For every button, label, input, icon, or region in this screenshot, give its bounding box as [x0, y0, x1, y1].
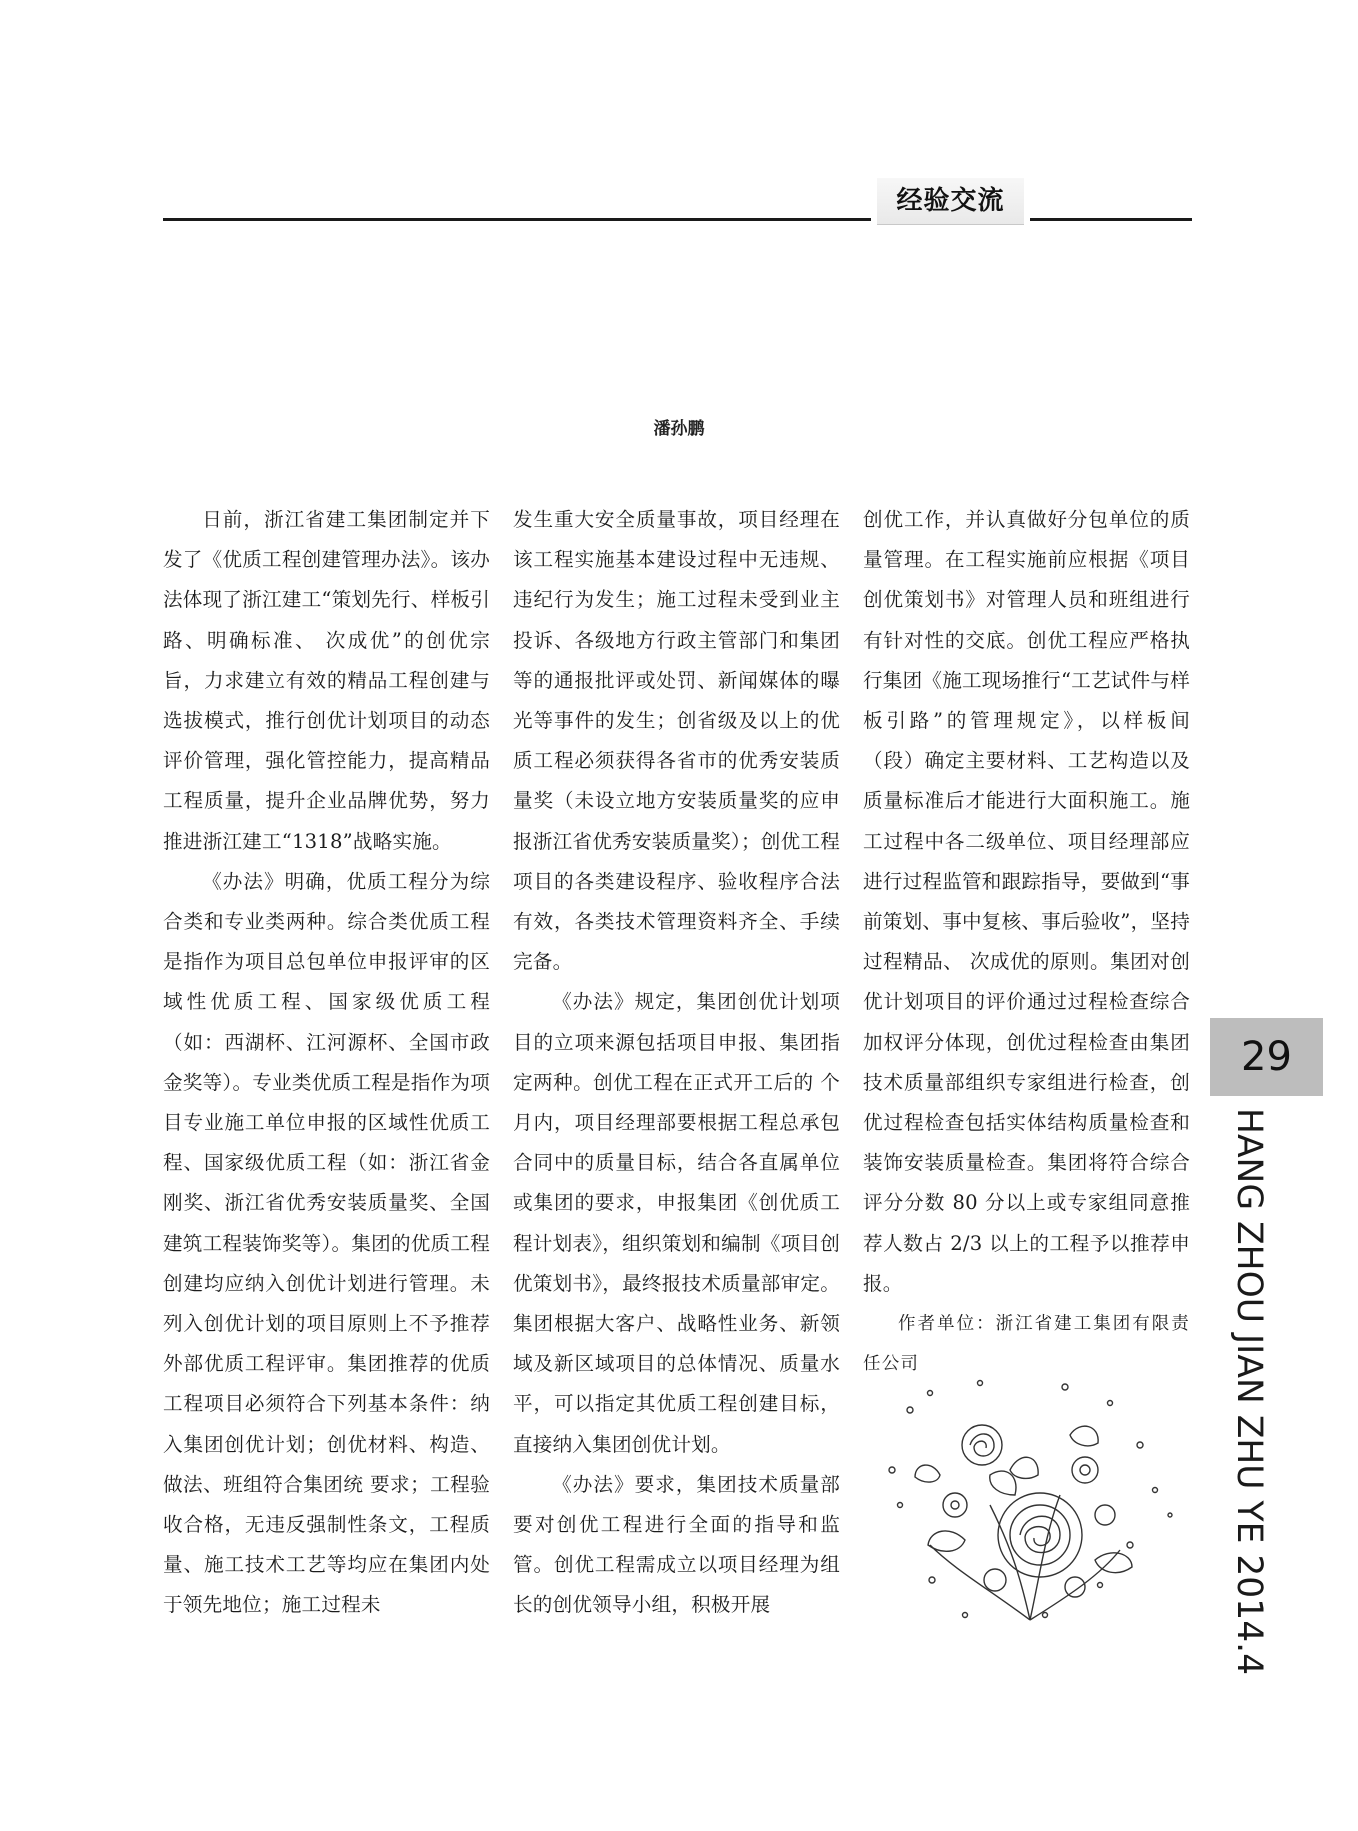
paragraph: 《办法》明确，优质工程分为综合类和专业类两种。综合类优质工程是指作为项目总包单位申报评审的区域性优质工程、国家级优质工程（如：西湖杯、江河源杯、全国市政金奖等）。专业类优质工程是指作为项目专业施工单位申报的区域性优质工程、国家级优质工程（如：浙江省金刚奖、浙江省优秀安装质量奖、全国建筑工程装饰奖等）。集团的优质工程创建均应纳入创优计划进行管理。未列入创优计划的项目原则上不予推荐外部优质工程评审。集团推荐的优质工程项目必须符合下列基本条件：纳入集团创优计划；创优材料、构造、做法、班组符合集团统 要求；工程验收合格，无违反强制性条文，工程质量、施工技术工艺等均应在集团内处于领先地位；施工过程未: [163, 869, 490, 1617]
text-column-1: [163, 500, 490, 1626]
section-tab: [877, 178, 1024, 225]
section-title: 经验交流: [896, 186, 1005, 216]
text-column-2: [513, 500, 840, 1626]
page-number: 29: [1241, 1034, 1292, 1080]
header-rule-left: [163, 218, 871, 221]
paragraph: 《办法》规定，集团创优计划项目的立项来源包括项目申报、集团指定两种。创优工程在正式开工后的 个月内，项目经理部要根据工程总承包合同中的质量目标，结合各直属单位或集团的要求，申报集团《创优质工程计划表》，组织策划和编制《项目创优策划书》，最终报技术质量部审定。集团根据大客户、战略性业务、新领域及新区域项目的总体情况、质量水平，可以指定其优质工程创建目标，直接纳入集团创优计划。: [513, 990, 840, 1456]
header-rule-right: [1030, 218, 1192, 221]
journal-name: HANG ZHOU JIAN ZHU YE 2014.4: [1229, 1108, 1269, 1676]
flower-illustration-icon: [870, 1375, 1190, 1630]
page-number-box: [1210, 1018, 1323, 1096]
author-affiliation: 作者单位：浙江省建工集团有限责任公司: [863, 1314, 1190, 1375]
paragraph: 创优工作，并认真做好分包单位的质量管理。在工程实施前应根据《项目创优策划书》对管理人员和班组进行有针对性的交底。创优工程应严格执行集团《施工现场推行“工艺试件与样板引路”的管理规定》，以样板间（段）确定主要材料、工艺构造以及质量标准后才能进行大面积施工。施工过程中各二级单位、项目经理部应进行过程监管和跟踪指导，要做到“事前策划、事中复核、事后验收”，坚持过程精品、 次成优的原则。集团对创优计划项目的评价通过过程检查综合加权评分体现，创优过程检查由集团技术质量部组织专家组进行检查，创优过程检查包括实体结构质量检查和装饰安装质量检查。集团将符合综合评分分数 80 分以上或专家组同意推荐人数占 2/3 以上的工程予以推荐申报。: [863, 508, 1190, 1295]
journal-sidebar: [1229, 1108, 1299, 1676]
paragraph: 日前，浙江省建工集团制定并下发了《优质工程创建管理办法》。该办法体现了浙江建工“策划先行、样板引路、明确标准、 次成优”的创优宗旨，力求建立有效的精品工程创建与选拔模式，推行创优计划项目的动态评价管理，强化管控能力，提高精品工程质量，提升企业品牌优势，努力推进浙江建工“1318”战略实施。: [163, 508, 490, 853]
text-column-3: [863, 500, 1190, 1384]
article-author: 潘孙鹏: [653, 419, 705, 439]
paragraph: 《办法》要求，集团技术质量部要对创优工程进行全面的指导和监管。创优工程需成立以项目经理为组长的创优领导小组，积极开展: [513, 1472, 840, 1617]
paragraph: 发生重大安全质量事故，项目经理在该工程实施基本建设过程中无违规、违纪行为发生；施工过程未受到业主投诉、各级地方行政主管部门和集团等的通报批评或处罚、新闻媒体的曝光等事件的发生；创省级及以上的优质工程必须获得各省市的优秀安装质量奖（未设立地方安装质量奖的应申报浙江省优秀安装质量奖）；创优工程项目的各类建设程序、验收程序合法有效，各类技术管理资料齐全、手续完备。: [513, 508, 840, 974]
